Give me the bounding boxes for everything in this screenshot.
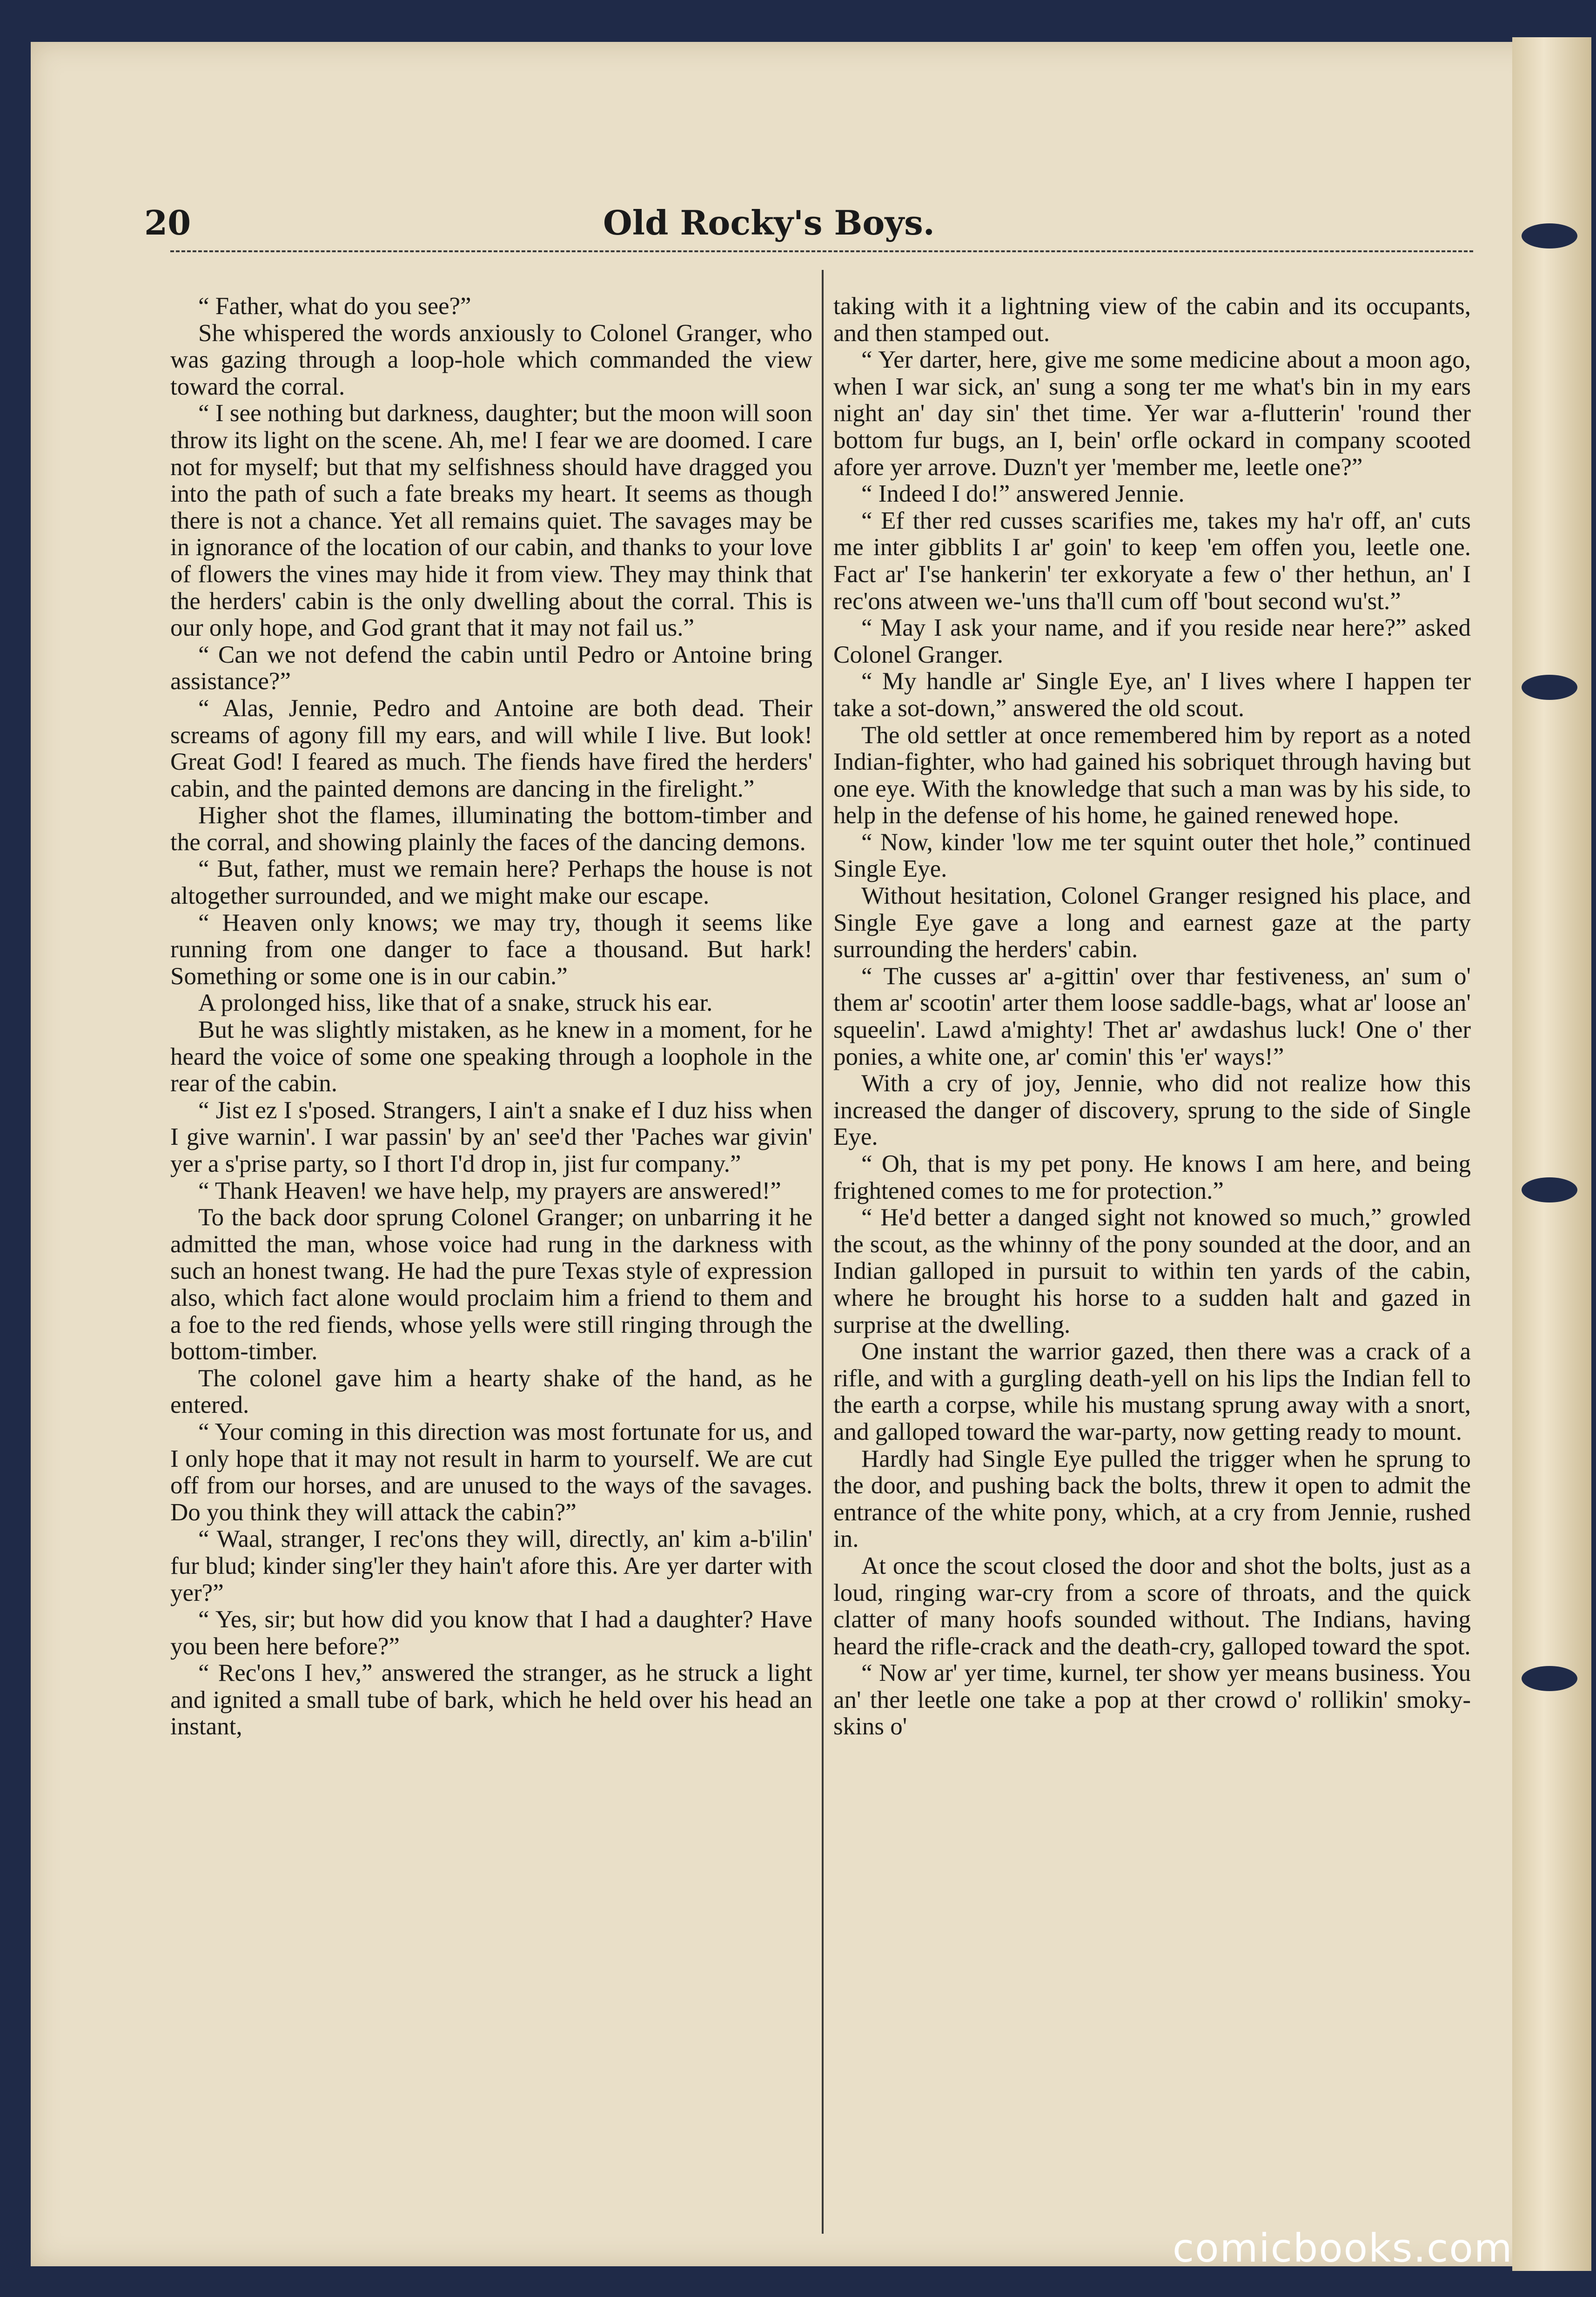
- paragraph: “ Your coming in this direction was most fortunate for us, and I only hope that it may not result in harm to yourself. We are cut off from our horses, and are unused to the ways of the savages. Do you think they will attack the cabin?”: [170, 1418, 812, 1526]
- paragraph: The colonel gave him a hearty shake of the hand, as he entered.: [170, 1364, 812, 1419]
- header-rule: [170, 250, 1473, 252]
- paragraph: “ Heaven only knows; we may try, though it seems like running from one danger to face a thousand. But hark! Something or some one is in our cabin.”: [170, 909, 812, 990]
- book-page: [31, 42, 1543, 2266]
- paragraph: “ Ef ther red cusses scarifies me, takes my ha'r off, an' cuts me inter gibblits I ar' goin' to keep 'em offen you, leetle one. Fact ar' I'se hankerin' ter exkoryate a few o' ther hethun, an' I rec'ons atween we-'uns tha'll cum off 'bout second wu'st.”: [833, 507, 1471, 615]
- binding-hole: [1522, 1666, 1577, 1691]
- binding-hole: [1522, 675, 1577, 700]
- paragraph: A prolonged hiss, like that of a snake, struck his ear.: [198, 989, 713, 1017]
- paragraph: Without hesitation, Colonel Granger resigned his place, and Single Eye gave a long and earnest gaze at the party surrounding the herders' cabin.: [833, 882, 1471, 963]
- paragraph: With a cry of joy, Jennie, who did not realize how this increased the danger of discovery, sprung to the side of Single Eye.: [833, 1070, 1471, 1151]
- paragraph: “ Indeed I do!” answered Jennie.: [861, 480, 1185, 508]
- running-title: Old Rocky's Boys.: [603, 203, 935, 242]
- paragraph: “ But, father, must we remain here? Perhaps the house is not altogether surrounded, and we might make our escape.: [170, 855, 812, 910]
- paragraph: “ The cusses ar' a-gittin' over thar festiveness, an' sum o' them ar' scootin' arter them loose saddle-bags, what ar' loose an' squeelin'. Lawd a'mighty! Thet ar' awdashus luck! One o' ther ponies, a white one, ar' comin' this 'er' ways!”: [833, 962, 1471, 1070]
- paragraph: “ Jist ez I s'posed. Strangers, I ain't a snake ef I duz hiss when I give warnin'. I war passin' by an' see'd ther 'Paches war givin' yer a s'prise party, so I thort I'd drop in, jist fur company.”: [170, 1096, 812, 1177]
- paragraph: “ Now, kinder 'low me ter squint outer thet hole,” continued Single Eye.: [833, 828, 1471, 883]
- paragraph: At once the scout closed the door and shot the bolts, just as a loud, ringing war-cry from a score of throats, and the quick clatter of many hoofs sounded without. The Indians, having heard the rifle-crack and the death-cry, galloped toward the spot.: [833, 1552, 1471, 1660]
- right-column: [833, 293, 1471, 1740]
- paragraph: “ May I ask your name, and if you reside near here?” asked Colonel Granger.: [833, 614, 1471, 668]
- paragraph: Higher shot the flames, illuminating the bottom-timber and the corral, and showing plainly the faces of the dancing demons.: [170, 802, 812, 856]
- paragraph: “ I see nothing but darkness, daughter; but the moon will soon throw its light on the scene. Ah, me! I fear we are doomed. I care not for myself; but that my selfishness should have dragged you into the path of such a fate breaks my heart. It seems as though there is not a chance. Yet all remains quiet. The savages may be in ignorance of the location of our cabin, and thanks to your love of flowers the vines may hide it from view. They may think that the herders' cabin is the only dwelling about the corral. This is our only hope, and God grant that it may not fail us.”: [170, 400, 812, 642]
- paragraph: “ Yes, sir; but how did you know that I had a daughter? Have you been here before?”: [170, 1606, 812, 1660]
- paragraph: “ Can we not defend the cabin until Pedro or Antoine bring assistance?”: [170, 641, 812, 695]
- paragraph: “ Rec'ons I hev,” answered the stranger, as he struck a light and ignited a small tube of bark, which he held over his head an instant,: [170, 1659, 812, 1740]
- paragraph: “ Now ar' yer time, kurnel, ter show yer means business. You an' ther leetle one take a pop at ther crowd o' rollikin' smoky-skins o': [833, 1659, 1471, 1740]
- book-page-edge: [1512, 37, 1591, 2271]
- paragraph: The old settler at once remembered him by report as a noted Indian-fighter, who had gained his sobriquet through having but one eye. With the knowledge that such a man was by his side, to help in the defense of his home, he gained renewed hope.: [833, 721, 1471, 829]
- paragraph: She whispered the words anxiously to Colonel Granger, who was gazing through a loop-hole which commanded the view toward the corral.: [170, 319, 812, 400]
- paragraph: Hardly had Single Eye pulled the trigger when he sprung to the door, and pushing back the bolts, threw it open to admit the entrance of the white pony, which, at a cry from Jennie, rushed in.: [833, 1445, 1471, 1553]
- paragraph: “ Waal, stranger, I rec'ons they will, directly, an' kim a-b'ilin' fur blud; kinder sing'ler they hain't afore this. Are yer darter with yer?”: [170, 1525, 812, 1606]
- paragraph: To the back door sprung Colonel Granger; on unbarring it he admitted the man, whose voice had rung in the darkness with such an honest twang. He had the pure Texas style of expression also, which fact alone would proclaim him a friend to them and a foe to the red fiends, whose yells were still ringing through the bottom-timber.: [170, 1204, 812, 1365]
- paragraph: One instant the warrior gazed, then there was a crack of a rifle, and with a gurgling death-yell on his lips the Indian fell to the earth a corpse, while his mustang sprung away with a snort, and galloped toward the war-party, now getting ready to mount.: [833, 1338, 1471, 1445]
- page-header: [31, 177, 1543, 242]
- binding-hole: [1522, 1177, 1577, 1202]
- paragraph: “ Father, what do you see?”: [198, 293, 471, 320]
- paragraph: “ My handle ar' Single Eye, an' I lives where I happen ter take a sot-down,” answered the old scout.: [833, 668, 1471, 722]
- paragraph: “ Oh, that is my pet pony. He knows I am here, and being frightened comes to me for protection.”: [833, 1150, 1471, 1204]
- paragraph: “ Alas, Jennie, Pedro and Antoine are both dead. Their screams of agony fill my ears, and will while I live. But look! Great God! I feared as much. The fiends have fired the herders' cabin, and the painted demons are dancing in the firelight.”: [170, 694, 812, 802]
- paragraph: taking with it a lightning view of the cabin and its occupants, and then stamped out.: [833, 293, 1471, 347]
- page-number: 20: [144, 203, 191, 242]
- watermark: comicbooks.com: [1173, 2225, 1513, 2271]
- paragraph: “ Yer darter, here, give me some medicine about a moon ago, when I war sick, an' sung a song ter me what's bin in my ears night an' day sin' thet time. Yer war a-flutterin' 'round ther bottom fur bugs, an I, bein' orfle ockard in company scooted afore yer arrove. Duzn't yer 'member me, leetle one?”: [833, 346, 1471, 481]
- paragraph: “ Thank Heaven! we have help, my prayers are answered!”: [198, 1177, 781, 1204]
- binding-hole: [1522, 223, 1577, 249]
- paragraph: “ He'd better a danged sight not knowed so much,” growled the scout, as the whinny of the pony sounded at the door, and an Indian galloped in pursuit to within ten yards of the cabin, where he brought his horse to a sudden halt and gazed in surprise at the dwelling.: [833, 1204, 1471, 1338]
- left-column: [170, 293, 812, 1740]
- column-divider: [822, 270, 824, 2234]
- paragraph: But he was slightly mistaken, as he knew in a moment, for he heard the voice of some one speaking through a loophole in the rear of the cabin.: [170, 1016, 812, 1097]
